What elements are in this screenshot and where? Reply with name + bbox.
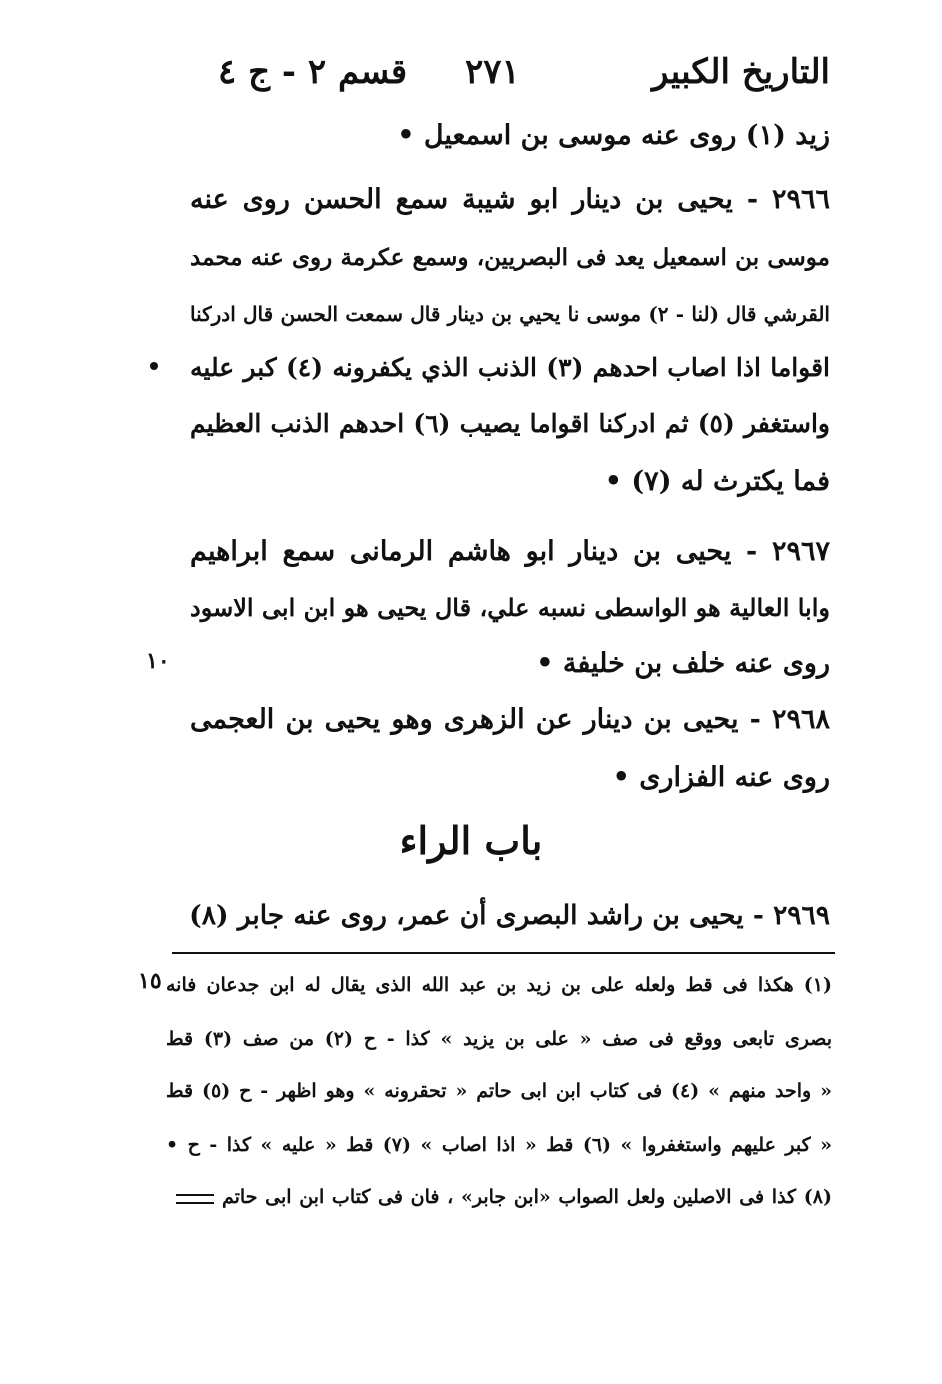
text-line: القرشي قال (لنا - ٢) موسى نا يحيي بن دينار قال سمعت الحسن قال ادركنا bbox=[190, 302, 830, 326]
footnote-divider bbox=[172, 952, 835, 954]
text-line: موسى بن اسمعيل يعد فى البصريين، وسمع عكرمة روى عنه محمد bbox=[190, 244, 830, 271]
footnote-line: « واحد منهم » (٤) فى كتاب ابن ابى حاتم « تحقرونه » وهو اظهر - ح (٥) قط bbox=[166, 1080, 832, 1102]
margin-dot bbox=[150, 362, 158, 370]
text-line: وابا العالية هو الواسطى نسبه علي، قال يحيى هو ابن ابى الاسود bbox=[190, 593, 830, 622]
margin-line-number: ١٥ bbox=[138, 968, 162, 994]
entry-2968-line: ٢٩٦٨ - يحيى بن دينار عن الزهرى وهو يحيى بن العجمى bbox=[190, 704, 830, 735]
text-line: زيد (١) روى عنه موسى بن اسمعيل • bbox=[397, 120, 830, 151]
entry-2969-line: ٢٩٦٩ - يحيى بن راشد البصرى أن عمر، روى عنه جابر (٨) bbox=[189, 900, 830, 931]
entry-2967-line: ٢٩٦٧ - يحيى بن دينار ابو هاشم الرمانى سمع ابراهيم bbox=[190, 536, 830, 567]
page-number: ٢٧١ bbox=[465, 52, 520, 92]
page-header bbox=[190, 52, 830, 102]
chapter-heading: باب الراء bbox=[399, 818, 543, 863]
text-line: فما يكترث له (٧) • bbox=[604, 466, 830, 497]
footnote-line: بصرى تابعى ووقع فى صف « على بن يزيد » كذا - ح (٢) من صف (٣) قط bbox=[166, 1028, 832, 1050]
text-line: روى عنه الفزارى • bbox=[612, 762, 830, 793]
footnote-line: (١) هكذا فى قط ولعله على بن زيد بن عبد الله الذى يقال له ابن جدعان فانه bbox=[166, 974, 832, 996]
text-line: روى عنه خلف بن خليفة • bbox=[536, 648, 830, 679]
text-line: اقواما اذا اصاب احدهم (٣) الذنب الذي يكفرونه (٤) كبر عليه bbox=[190, 353, 830, 382]
text-line: واستغفر (٥) ثم ادركنا اقواما يصيب (٦) احدهم الذنب العظيم bbox=[190, 409, 831, 438]
entry-2966-line: ٢٩٦٦ - يحيى بن دينار ابو شيبة سمع الحسن روى عنه bbox=[190, 184, 830, 215]
section-label: قسم ٢ - ج ٤ bbox=[218, 52, 408, 92]
footnote-line: (٨) كذا فى الاصلين ولعل الصواب «ابن جابر» ، فان فى كتاب ابن ابى حاتم bbox=[222, 1186, 832, 1208]
continuation-mark bbox=[176, 1194, 214, 1204]
book-title: التاريخ الكبير bbox=[652, 52, 830, 92]
footnote-line: « كبر عليهم واستغفروا » (٦) قط « اذا اصاب » (٧) قط « عليه » كذا - ح • bbox=[166, 1134, 832, 1156]
margin-line-number: ١٠ bbox=[146, 648, 170, 674]
